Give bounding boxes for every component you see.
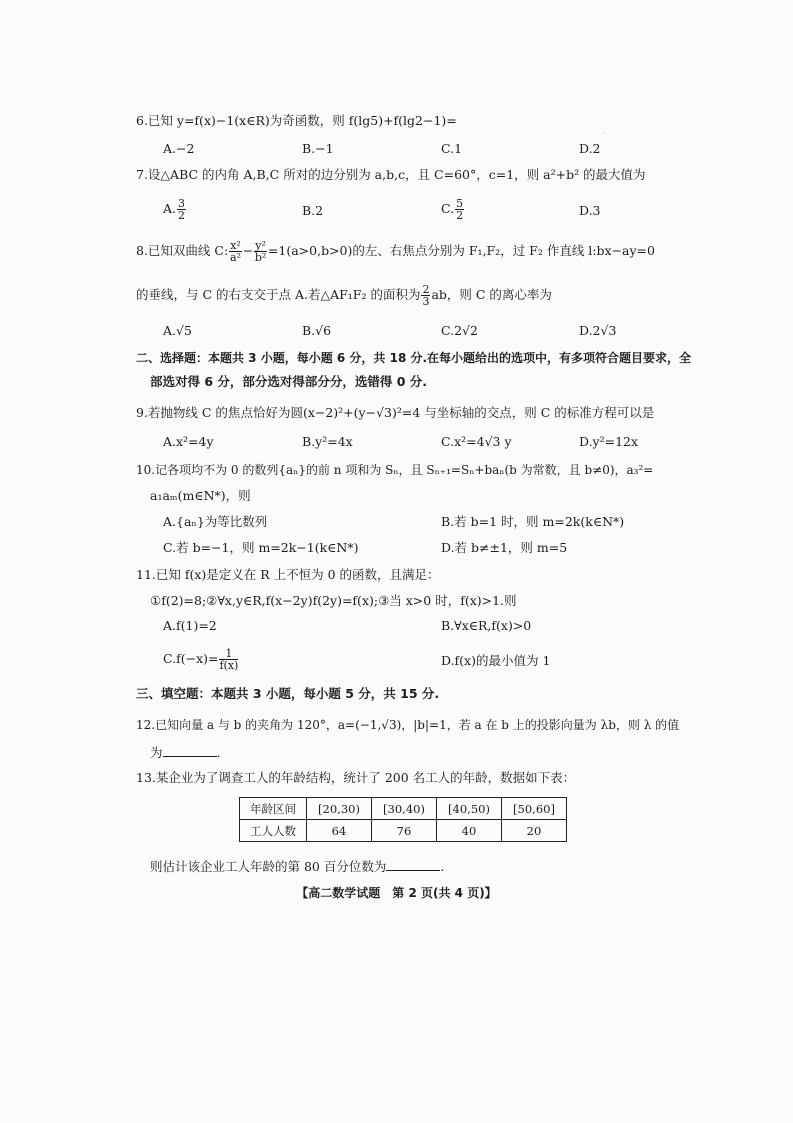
q6-option-a: A.−2 <box>163 141 195 156</box>
answer-blank[interactable] <box>163 744 217 757</box>
table-cell: 76 <box>372 820 437 842</box>
q10-option-c: C.若 b=−1，则 m=2k−1(k∈N*) <box>163 540 359 555</box>
q9-option-a: A.x²=4y <box>163 434 214 449</box>
q6-option-c: C.1 <box>441 141 463 156</box>
q7-option-a: A. $\frac{3}{2}$ <box>163 197 186 222</box>
table-row <box>240 798 567 820</box>
table-cell: [50,60] <box>502 798 567 820</box>
section-3-heading: 三、填空题：本题共 3 小题，每小题 5 分，共 15 分. <box>136 686 440 701</box>
q6-option-d: D.2 <box>579 141 601 156</box>
table-cell: [40,50) <box>437 798 502 820</box>
question-9-stem: 9.若抛物线 C 的焦点恰好为圆(x−2)²+(y−√3)²=4 与坐标轴的交点，则 C 的标准方程可以是 <box>136 405 655 420</box>
q10-option-a: A.{aₙ}为等比数列 <box>163 514 268 529</box>
table-cell: [20,30) <box>307 798 372 820</box>
q8-option-a: A.√5 <box>163 323 192 338</box>
question-11-line1: 11.已知 f(x)是定义在 R 上不恒为 0 的函数，且满足： <box>136 567 440 582</box>
q8-option-b: B.√6 <box>302 323 332 338</box>
question-8-line1: 8.已知双曲线 C: $\frac{\text{x²}}{\text{a²}}$ − $\frac{\text{y²}}{\text{b²}}$ =1(a>0,b>0)的左、右焦点分别为 F₁,F₂，过 F₂ 作直线 l:bx−ay=0 <box>136 239 655 264</box>
q11-option-a: A.f(1)=2 <box>163 618 217 633</box>
q7-option-b: B.2 <box>302 203 324 218</box>
q10-option-b: B.若 b=1 时，则 m=2k(k∈N*) <box>441 514 625 529</box>
q9-option-c: C.x²=4√3 y <box>441 434 512 449</box>
table-cell: 64 <box>307 820 372 842</box>
q7-option-d: D.3 <box>579 203 601 218</box>
question-13-line1: 13.某企业为了调查工人的年龄结构，统计了 200 名工人的年龄，数据如下表： <box>136 770 576 785</box>
table-cell: [30,40) <box>372 798 437 820</box>
question-7-stem: 7.设△ABC 的内角 A,B,C 所对的边分别为 a,b,c，且 C=60°，c=1，则 a²+b² 的最大值为 <box>136 167 646 182</box>
question-10-line1: 10.记各项均不为 0 的数列{aₙ}的前 n 项和为 Sₙ，且 Sₙ₊₁=Sₙ+baₙ(b 为常数，且 b≠0)，a₃²= <box>136 463 654 477</box>
q7-option-c: C. $\frac{5}{2}$ <box>441 197 464 222</box>
q8-option-c: C.2√2 <box>441 323 478 338</box>
question-8-line2: 的垂线，与 C 的右支交于点 A.若△AF₁F₂ 的面积为 $\frac{2}{3}$ ab，则 C 的离心率为 <box>136 283 552 308</box>
q11-option-d: D.f(x)的最小值为 1 <box>441 653 551 668</box>
answer-blank[interactable] <box>386 858 440 871</box>
q11-option-c: C.f(−x)= $\frac{1}{f(x)}$ <box>163 647 239 672</box>
question-12-line1: 12.已知向量 a 与 b 的夹角为 120°，a=(−1,√3)，|b|=1，若 a 在 b 上的投影向量为 λb，则 λ 的值 <box>136 718 680 732</box>
q9-option-b: B.y²=4x <box>302 434 353 449</box>
page-footer: 【高二数学试题 第 2 页(共 4 页)】 <box>296 886 497 900</box>
question-11-line2: ①f(2)=8;②∀x,y∈R,f(x−2y)f(2y)=f(x);③当 x>0 时，f(x)>1.则 <box>150 593 517 608</box>
q11-option-b: B.∀x∈R,f(x)>0 <box>441 618 532 633</box>
table-cell: 工人人数 <box>240 820 307 842</box>
age-table <box>239 797 567 842</box>
table-row <box>240 820 567 842</box>
table-cell: 年龄区间 <box>240 798 307 820</box>
question-12-line2: 为 . <box>150 745 221 760</box>
q10-option-d: D.若 b≠±1，则 m=5 <box>441 540 568 555</box>
section-2-heading: 二、选择题：本题共 3 小题，每小题 6 分，共 18 分.在每小题给出的选项中，有多项符合题目要求，全 <box>136 351 692 365</box>
table-cell: 40 <box>437 820 502 842</box>
q9-option-d: D.y²=12x <box>579 434 639 449</box>
question-6-stem: 6.已知 y=f(x)−1(x∈R)为奇函数，则 f(lg5)+f(lg2−1)= <box>136 113 457 128</box>
question-13-line2: 则估计该企业工人年龄的第 80 百分位数为 . <box>150 859 445 874</box>
section-2-heading-cont: 部选对得 6 分，部分选对得部分分，选错得 0 分. <box>150 374 428 389</box>
q8-option-d: D.2√3 <box>579 323 617 338</box>
scan-mark: ˊ <box>601 133 606 143</box>
question-10-line2: a₁aₘ(m∈N*)，则 <box>150 488 251 503</box>
q6-option-b: B.−1 <box>302 141 334 156</box>
table-cell: 20 <box>502 820 567 842</box>
